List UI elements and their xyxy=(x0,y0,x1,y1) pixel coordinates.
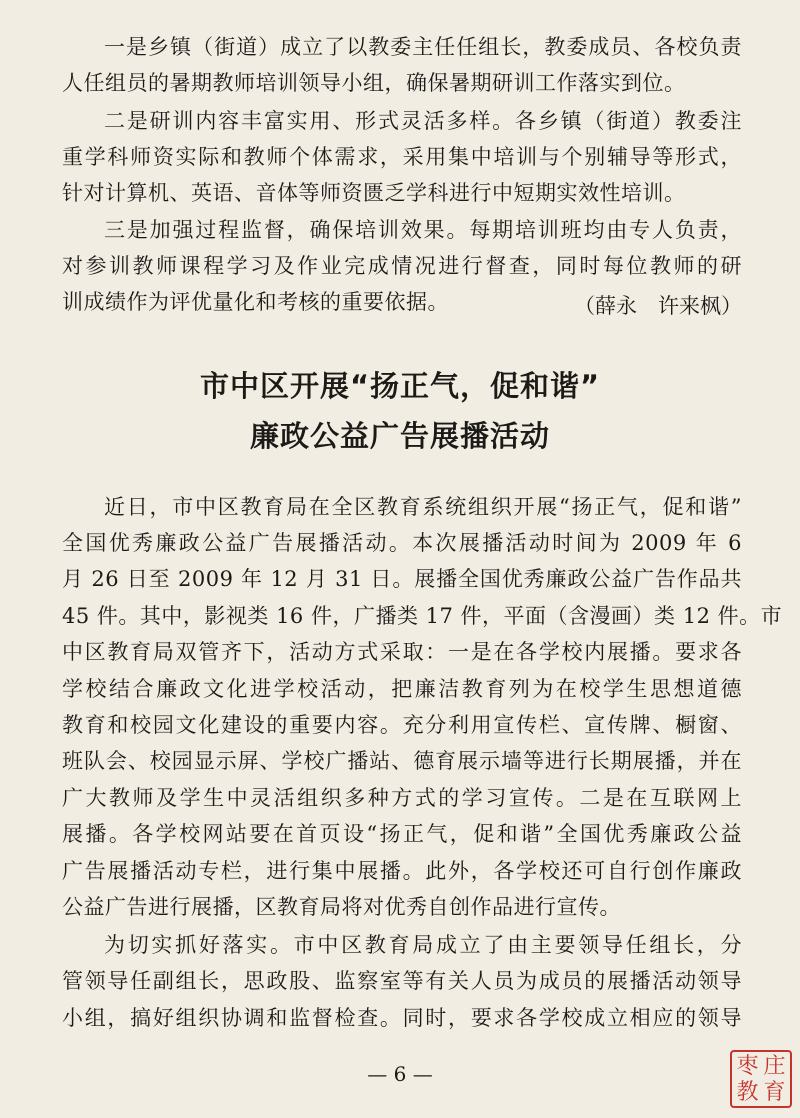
paragraph-line: 小组，搞好组织协调和监督检查。同时，要求各学校成立相应的领导 xyxy=(62,1006,742,1030)
red-seal-stamp xyxy=(730,1050,792,1108)
paragraph-line: 重学科师资实际和教师个体需求，采用集中培训与个别辅导等形式， xyxy=(62,145,742,169)
paragraph-line: 一是乡镇（街道）成立了以教委主任任组长，教委成员、各校负责 xyxy=(104,35,742,59)
paragraph-line: 公益广告进行展播，区教育局将对优秀自创作品进行宣传。 xyxy=(62,895,621,919)
seal-char: 庄 xyxy=(763,1054,786,1079)
paragraph-line: 对参训教师课程学习及作业完成情况进行督查，同时每位教师的研 xyxy=(62,254,742,278)
paragraph-line: 45 件。其中，影视类 16 件，广播类 17 件，平面（含漫画）类 12 件。市 xyxy=(62,604,783,628)
paragraph-line: 针对计算机、英语、音体等师资匮乏学科进行中短期实效性培训。 xyxy=(62,181,686,205)
paragraph-line: 人任组员的暑期教师培训领导小组，确保暑期研训工作落实到位。 xyxy=(62,71,686,95)
seal-char: 枣 xyxy=(736,1054,759,1079)
paragraph-line: 三是加强过程监督，确保培训效果。每期培训班均由专人负责， xyxy=(104,218,742,242)
author-signature: （薛永 许来枫） xyxy=(574,294,742,318)
paragraph-line: 教育和校园文化建设的重要内容。充分利用宣传栏、宣传牌、橱窗、 xyxy=(62,713,742,737)
seal-char: 教 xyxy=(736,1080,759,1105)
article-title-line-1: 市中区开展“扬正气，促和谐” xyxy=(199,369,601,403)
paragraph-line: 训成绩作为评优量化和考核的重要依据。 xyxy=(62,290,449,314)
paragraph-line: 班队会、校园显示屏、学校广播站、德育展示墙等进行长期展播，并在 xyxy=(62,749,742,773)
paragraph-line: 管领导任副组长，思政股、监察室等有关人员为成员的展播活动领导 xyxy=(62,969,742,993)
seal-char: 育 xyxy=(763,1080,786,1105)
paragraph-line: 为切实抓好落实。市中区教育局成立了由主要领导任组长，分 xyxy=(104,933,742,957)
paragraph-line: 展播。各学校网站要在首页设“扬正气，促和谐”全国优秀廉政公益 xyxy=(62,822,742,846)
paragraph-line: 中区教育局双管齐下，活动方式采取：一是在各学校内展播。要求各 xyxy=(62,640,742,664)
paragraph-line: 广告展播活动专栏，进行集中展播。此外，各学校还可自行创作廉政 xyxy=(62,859,742,883)
paragraph-line: 月 26 日至 2009 年 12 月 31 日。展播全国优秀廉政公益广告作品共 xyxy=(62,567,742,591)
paragraph-line: 学校结合廉政文化进学校活动，把廉洁教育列为在校学生思想道德 xyxy=(62,677,742,701)
paragraph-line: 全国优秀廉政公益广告展播活动。本次展播活动时间为 2009 年 6 xyxy=(62,531,742,555)
paragraph-line: 广大教师及学生中灵活组织多种方式的学习宣传。二是在互联网上 xyxy=(62,786,742,810)
paragraph-line: 近日，市中区教育局在全区教育系统组织开展“扬正气，促和谐” xyxy=(104,495,742,519)
article-title-line-2: 廉政公益广告展播活动 xyxy=(249,419,550,453)
paragraph-line: 二是研训内容丰富实用、形式灵活多样。各乡镇（街道）教委注 xyxy=(104,109,742,133)
page-number: — 6 — xyxy=(367,1062,433,1086)
